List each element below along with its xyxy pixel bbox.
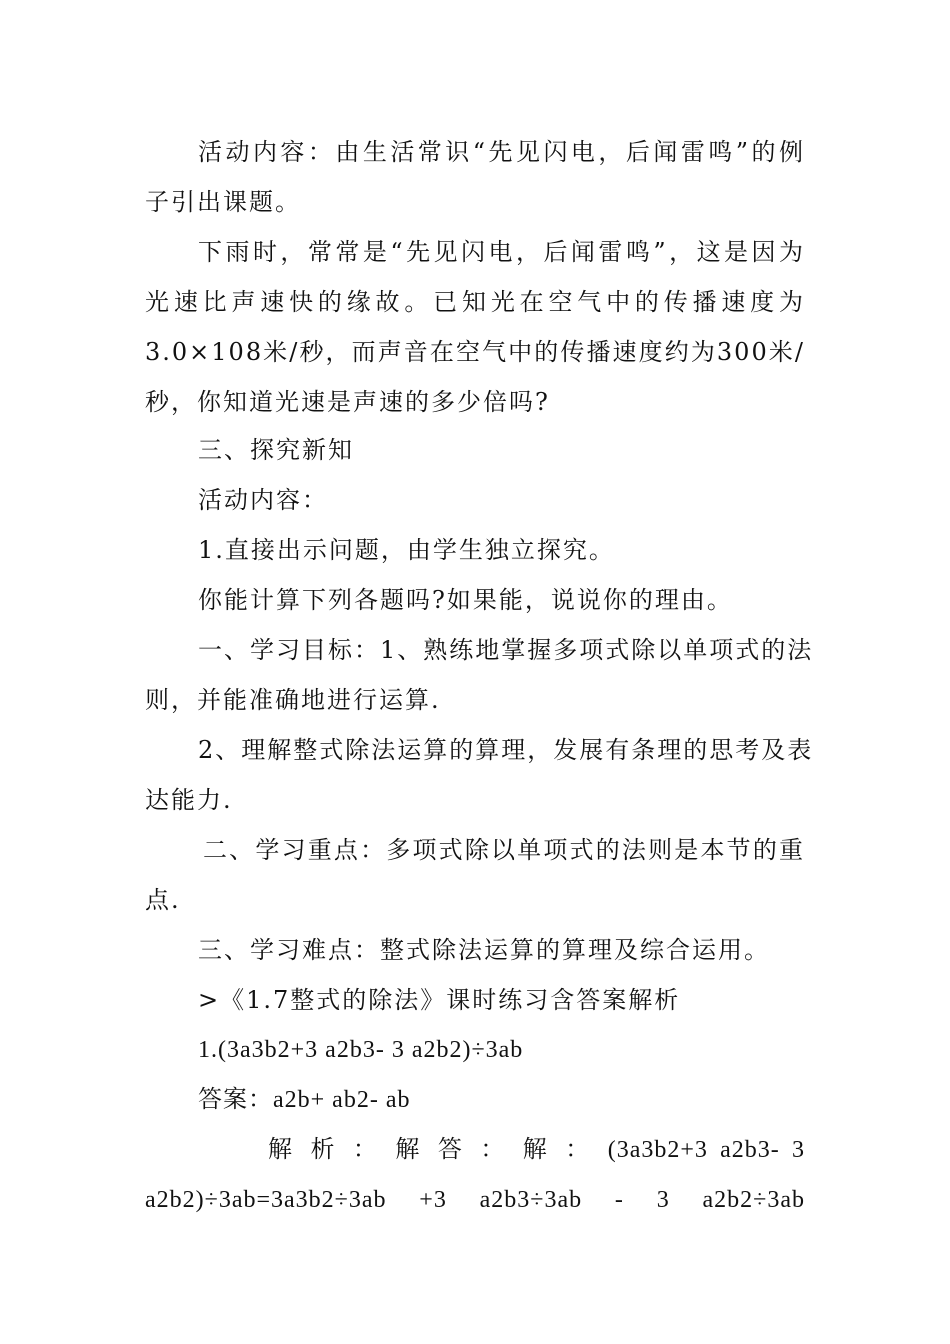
- paragraph-lightning-line2: 光速比声速快的缘故。已知光在空气中的传播速度为: [145, 288, 805, 316]
- paragraph-goal-2-line2: 达能力.: [145, 786, 233, 814]
- paragraph-analysis-line2: a2b2)÷3ab=3a3b2÷3ab +3 a2b3÷3ab - 3 a2b2÷3ab: [145, 1187, 805, 1213]
- paragraph-difficulty: 三、学习难点：整式除法运算的算理及综合运用。: [198, 936, 770, 964]
- paragraph-exercise-title: >《1.7整式的除法》课时练习含答案解析: [198, 986, 681, 1014]
- section-heading-explore: 三、探究新知: [198, 436, 354, 464]
- paragraph-lightning-line1: 下雨时，常常是“先见闪电，后闻雷鸣”，这是因为: [198, 238, 805, 266]
- paragraph-goal-2-line1: 2、理解整式除法运算的算理，发展有条理的思考及表: [198, 736, 814, 764]
- paragraph-learning-goal-line1: 一、学习目标：1、熟练地掌握多项式除以单项式的法: [198, 636, 814, 664]
- paragraph-lightning-line4: 秒，你知道光速是声速的多少倍吗?: [145, 388, 550, 416]
- paragraph-activity-intro-line1: 活动内容：由生活常识“先见闪电，后闻雷鸣”的例: [198, 138, 805, 166]
- paragraph-analysis-line1: 解 析 ： 解 答 ： 解 ： (3a3b2+3 a2b3- 3: [268, 1137, 805, 1163]
- paragraph-activity-intro-line2: 子引出课题。: [145, 188, 301, 216]
- paragraph-lightning-line3: 3.0×108米/秒，而声音在空气中的传播速度约为300米/: [145, 338, 805, 366]
- paragraph-step-1: 1.直接出示问题，由学生独立探究。: [198, 536, 615, 564]
- paragraph-learning-goal-line2: 则，并能准确地进行运算.: [145, 686, 441, 714]
- paragraph-activity-label: 活动内容：: [198, 486, 328, 514]
- paragraph-exercise-1: 1.(3a3b2+3 a2b3- 3 a2b2)÷3ab: [198, 1037, 524, 1063]
- paragraph-answer: 答案：a2b+ ab2- ab: [198, 1087, 411, 1113]
- paragraph-question: 你能计算下列各题吗?如果能，说说你的理由。: [198, 586, 733, 614]
- paragraph-key-point-line1: 二、学习重点：多项式除以单项式的法则是本节的重: [203, 836, 805, 864]
- paragraph-key-point-line2: 点.: [145, 886, 181, 914]
